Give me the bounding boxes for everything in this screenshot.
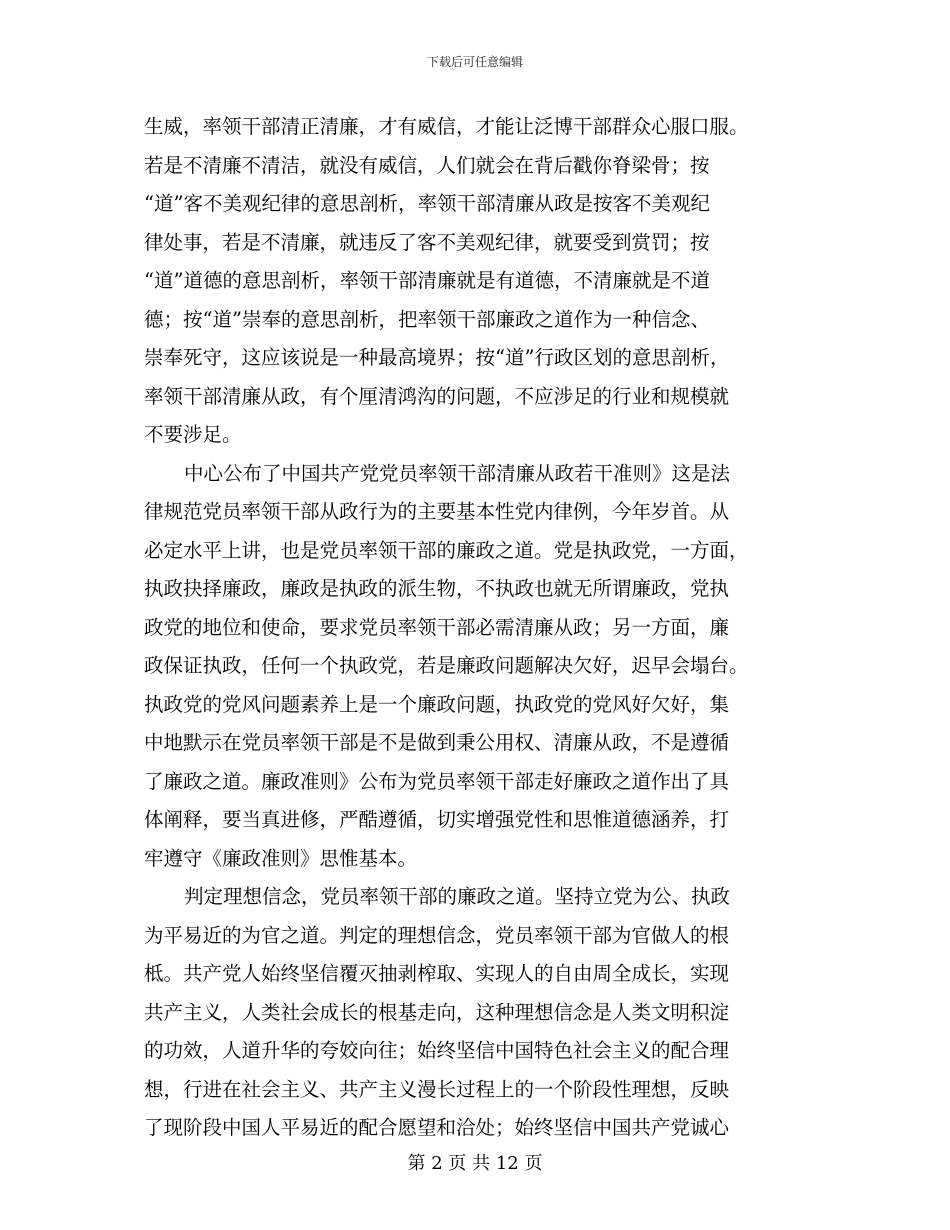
text-line: 德；按“道”崇奉的意思剖析，把率领干部廉政之道作为一种信念、 [144,307,710,331]
text-line: 率领干部清廉从政，有个厘清鸿沟的问题，不应涉足的行业和规模就 [144,384,730,408]
text-line: 执政党的党风问题素养上是一个廉政问题，执政党的党风好欠好，集 [144,692,730,716]
paragraph-first-line: 判定理想信念，党员率领干部的廉政之道。坚持立党为公、执政 [184,885,731,908]
text-line: 若是不清廉不清洁，就没有威信，人们就会在背后戳你脊梁骨；按 [144,153,710,177]
text-line: 想，行进在社会主义、共产主义漫长过程上的一个阶段性理想，反映 [144,1077,730,1101]
text-line: 执政抉择廉政，廉政是执政的派生物，不执政也就无所谓廉政，党执 [144,577,730,600]
text-line: 崇奉死守，这应该说是一种最高境界；按“道”行政区划的意思剖析， [144,346,730,369]
page-number-footer: 第 2 页 共 12 页 [407,1153,543,1174]
text-line: 牢遵守《廉政准则》思惟基本。 [144,846,418,870]
text-line: 必定水平上讲，也是党员率领干部的廉政之道。党是执政党，一方面， [144,538,749,562]
text-line: “道”道德的意思剖析，率领干部清廉就是有道德，不清廉就是不道 [144,269,710,292]
text-line: 的功效，人道升华的夸姣向往；始终坚信中国特色社会主义的配合理 [144,1039,730,1062]
paragraph-first-line: 中心公布了中国共产党党员率领干部清廉从政若干准则》这是法 [184,461,731,485]
text-line: 中地默示在党员率领干部是不是做到秉公用权、清廉从政，不是遵循 [144,731,730,754]
page-header: 下载后可任意编辑 [426,55,523,69]
text-line: 共产主义，人类社会成长的根基走向，这种理想信念是人类文明积淀 [144,1000,730,1024]
document-body [144,108,814,1148]
text-line: 律处事，若是不清廉，就违反了客不美观纪律，就要受到赏罚；按 [144,230,710,254]
text-line: 生威，率领干部清正清廉，才有威信，才能让泛博干部群众心服口服。 [144,115,749,138]
text-line: 体阐释，要当真进修，严酷遵循，切实增强党性和思惟道德涵养，打 [144,808,730,831]
text-line: 政党的地位和使命，要求党员率领干部必需清廉从政；另一方面，廉 [144,615,730,639]
text-line: 了廉政之道。廉政准则》公布为党员率领干部走好廉政之道作出了具 [144,769,730,793]
text-line: 律规范党员率领干部从政行为的主要基本性党内律例，今年岁首。从 [144,500,730,523]
text-line: “道”客不美观纪律的意思剖析，率领干部清廉从政是按客不美观纪 [144,192,710,215]
text-line: 政保证执政，任何一个执政党，若是廉政问题解决欠好，迟早会塌台。 [144,654,749,677]
text-line: 不要涉足。 [144,423,242,446]
text-line: 柢。共产党人始终坚信覆灭抽剥榨取、实现人的自由周全成长，实现 [144,962,730,985]
text-line: 了现阶段中国人平易近的配合愿望和洽处；始终坚信中国共产党诚心 [144,1116,730,1139]
text-line: 为平易近的为官之道。判定的理想信念，党员率领干部为官做人的根 [144,923,730,947]
